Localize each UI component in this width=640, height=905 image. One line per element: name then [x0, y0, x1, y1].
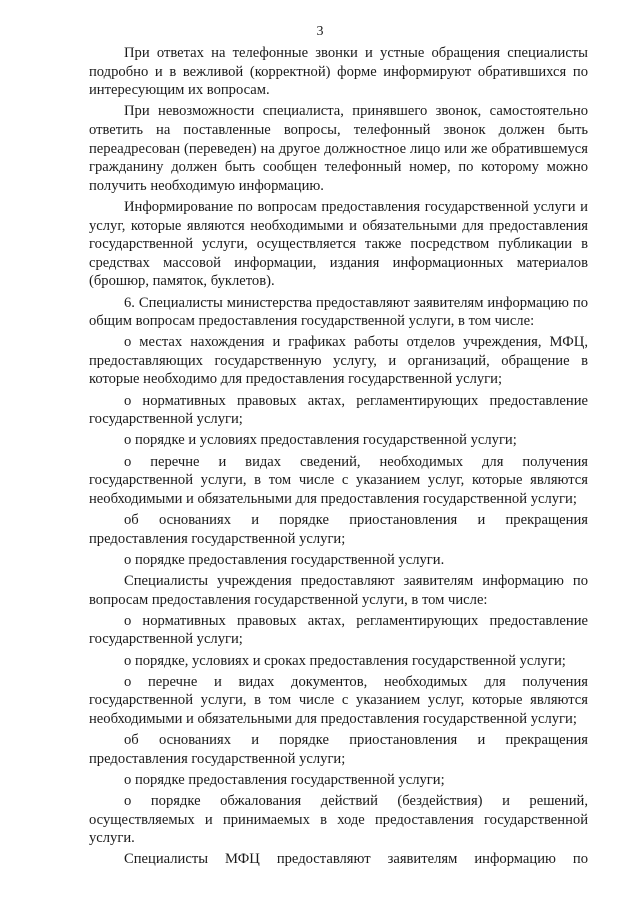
paragraph: Информирование по вопросам предоставления государственной услуги и услуг, которые являются необходимыми и обязательными для предоставления государственной услуги, осуществляется также посредством публикации в средствах массовой информации, издания информационных материалов (брошюр, памяток, буклетов).: [89, 198, 588, 290]
list-item: о порядке, условиях и сроках предоставления государственной услуги;: [124, 652, 566, 669]
list-item: о порядке обжалования действий (бездействия) и решений, осуществляемых и принимаемых в ходе предоставления государственной услуги.: [89, 793, 588, 847]
list-item: о нормативных правовых актах, регламентирующих предоставление государственной услуги;: [89, 392, 588, 428]
document-body: [89, 44, 588, 872]
list-item: об основаниях и порядке приостановления и прекращения предоставления государственной услуги;: [89, 732, 588, 767]
list-item: о местах нахождения и графиках работы отделов учреждения, МФЦ, предоставляющих государственную услугу, и организаций, обращение в которые необходимо для предоставления государственной услуги;: [89, 334, 588, 388]
paragraph: При ответах на телефонные звонки и устные обращения специалисты подробно и в вежливой (корректной) форме информируют обратившихся по интересующим их вопросам.: [89, 45, 588, 99]
list-item: о порядке предоставления государственной услуги.: [124, 551, 445, 568]
paragraph: При невозможности специалиста, принявшего звонок, самостоятельно ответить на поставленные вопросы, телефонный звонок должен быть переадресован (переведен) на другое должностное лицо или же обратившемуся гражданину должен быть сообщен телефонный номер, по которому можно получить необходимую информацию.: [89, 103, 588, 194]
list-item: о порядке предоставления государственной услуги;: [124, 771, 445, 788]
paragraph: 6. Специалисты министерства предоставляют заявителям информацию по общим вопросам предоставления государственной услуги, в том числе:: [89, 294, 588, 330]
page-number: 3: [316, 24, 324, 39]
list-item: о порядке и условиях предоставления государственной услуги;: [124, 432, 517, 449]
list-item: о нормативных правовых актах, регламентирующих предоставление государственной услуги;: [89, 612, 588, 648]
paragraph: Специалисты учреждения предоставляют заявителям информацию по вопросам предоставления государственной услуги, в том числе:: [89, 572, 588, 608]
list-item: о перечне и видах документов, необходимых для получения государственной услуги, в том числе с указанием услуг, которые являются необходимыми и обязательными для предоставления государственной услуги;: [89, 673, 588, 727]
list-item: об основаниях и порядке приостановления и прекращения предоставления государственной услуги;: [89, 512, 588, 547]
paragraph: Специалисты МФЦ предоставляют заявителям информацию по: [124, 851, 588, 868]
list-item: о перечне и видах сведений, необходимых для получения государственной услуги, в том числе с указанием услуг, которые являются необходимыми и обязательными для предоставления государственной услуги;: [89, 453, 588, 507]
